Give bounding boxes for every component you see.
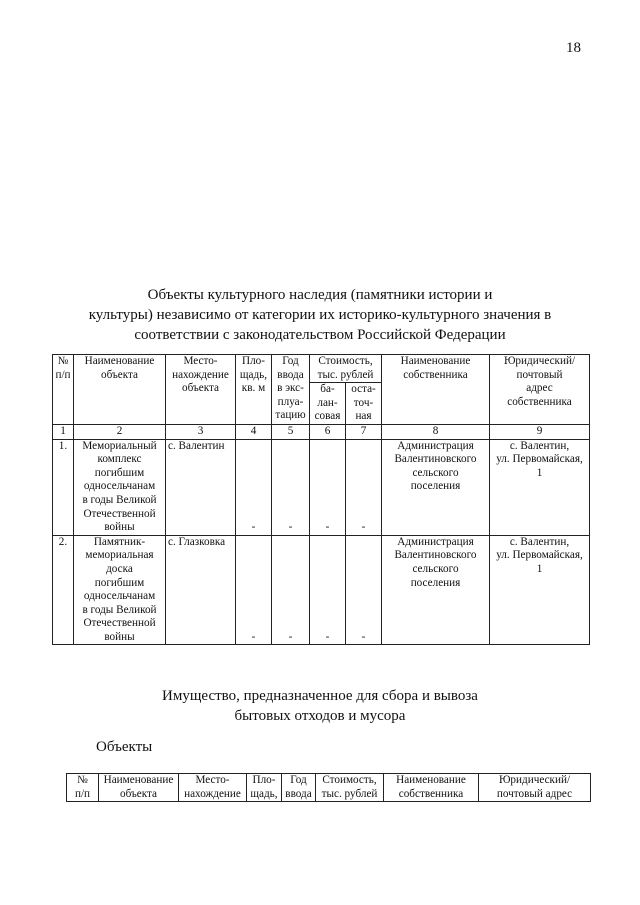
cell-text-line: Наименование	[103, 774, 174, 786]
header-residual-cost	[346, 383, 382, 425]
cell-text-line: почтовый адрес	[496, 787, 573, 800]
cell-text-line: ба-	[320, 383, 335, 396]
row-area: -	[236, 535, 272, 645]
header-num	[67, 774, 99, 802]
row-area: -	[236, 439, 272, 535]
cell-text-line: с. Валентин,	[509, 535, 570, 548]
cell-text-line: комплекс	[97, 453, 142, 466]
cell-text-line: Стоимость,	[322, 774, 377, 786]
cell-text-line: плуа-	[277, 395, 304, 408]
cell-text-line: Пло-	[252, 774, 276, 786]
cell-text-line: объекта	[100, 368, 139, 381]
header-address	[490, 355, 590, 425]
page-number: 18	[566, 40, 581, 56]
cell-text-line: Юридический/	[498, 774, 571, 786]
header-row	[53, 355, 590, 383]
cell-text-line: в годы Великой	[82, 603, 157, 616]
heritage-objects-table	[52, 354, 590, 645]
cell-text-line: Валентиновского	[394, 549, 477, 562]
cell-text-line: оста-	[351, 383, 376, 396]
header-location	[166, 355, 236, 425]
row-year: -	[272, 439, 310, 535]
table-row	[53, 535, 590, 645]
cell-text-line: п/п	[55, 368, 71, 381]
cell-text-line: ул. Первомайская,	[496, 453, 583, 466]
table-row	[53, 439, 590, 535]
cell-text-line: Год	[282, 355, 299, 367]
cell-text-line: погибшим	[94, 466, 145, 479]
section2-title-line: Имущество, предназначенное для сбора и вывоза	[162, 688, 478, 704]
row-owner	[382, 439, 490, 535]
cell-text-line: ввода	[285, 787, 312, 800]
cell-text-line: ул. Первомайская,	[496, 549, 583, 562]
cell-text-line: нахождение	[172, 368, 229, 381]
row-address	[490, 439, 590, 535]
cell-text-line: совая	[314, 410, 341, 423]
column-number: 7	[346, 424, 382, 439]
cell-text-line: собственника	[398, 787, 464, 800]
row-name	[74, 535, 166, 645]
cell-text-line: объекта	[181, 382, 220, 395]
row-base-cost: -	[310, 439, 346, 535]
cell-text-line: в годы Великой	[82, 493, 157, 506]
cell-text-line: односельчанам	[83, 480, 156, 493]
column-number: 4	[236, 424, 272, 439]
section2-title	[60, 686, 580, 726]
section1-title-line: соответствии с законодательством Российской Федерации	[134, 327, 506, 343]
cell-text-line: Валентиновского	[394, 453, 477, 466]
cell-text-line: тацию	[275, 409, 306, 422]
cell-text-line: войны	[104, 630, 135, 643]
cell-text-line: Место-	[183, 355, 218, 367]
row-name	[74, 439, 166, 535]
cell-text-line: щадь,	[239, 368, 268, 381]
column-number: 5	[272, 424, 310, 439]
column-number-row	[53, 424, 590, 439]
cell-text-line: тыс. рублей	[317, 368, 374, 381]
header-name	[99, 774, 179, 802]
cell-text-line: с. Валентин,	[509, 439, 570, 452]
section1-title-line: культуры) независимо от категории их историко-культурного значения в	[88, 307, 552, 323]
row-location: с. Глазковка	[166, 535, 236, 645]
cell-text-line: сельского	[412, 562, 459, 575]
row-residual-cost: -	[346, 535, 382, 645]
row-num: 2.	[53, 535, 74, 645]
cell-text-line: Место-	[195, 774, 230, 786]
header-area	[247, 774, 282, 802]
header-row	[67, 774, 591, 802]
waste-property-table	[66, 773, 591, 802]
section2-title-line: бытовых отходов и мусора	[234, 708, 406, 724]
row-location: с. Валентин	[166, 439, 236, 535]
section1-title	[60, 285, 580, 345]
header-location	[179, 774, 247, 802]
column-number: 1	[53, 424, 74, 439]
cell-text-line: в экс-	[277, 382, 304, 395]
cell-text-line: Администрация	[397, 535, 474, 548]
column-number: 9	[490, 424, 590, 439]
cell-text-line: сельского	[412, 466, 459, 479]
header-base-cost	[310, 383, 346, 425]
cell-text-line: нахождение	[184, 787, 241, 800]
cell-text-line: односельчанам	[83, 590, 156, 603]
cell-text-line: Пло-	[242, 355, 265, 367]
header-year	[282, 774, 316, 802]
cell-text-line: почтовый	[516, 368, 563, 381]
cell-text-line: адрес	[526, 382, 553, 395]
cell-text-line: точ-	[353, 396, 374, 409]
row-num: 1.	[53, 439, 74, 535]
cell-text-line: собственника	[403, 368, 468, 381]
row-year: -	[272, 535, 310, 645]
cell-text-line: Отечественной	[83, 617, 156, 630]
cell-text-line: собственника	[507, 395, 572, 408]
cell-text-line: №	[57, 355, 69, 367]
section1-title-line: Объекты культурного наследия (памятники истории и	[147, 287, 493, 303]
column-number: 6	[310, 424, 346, 439]
header-address	[479, 774, 591, 802]
header-cost	[310, 355, 382, 383]
row-residual-cost: -	[346, 439, 382, 535]
header-owner	[382, 355, 490, 425]
cell-text-line: 1	[536, 466, 543, 479]
cell-text-line: лан-	[317, 396, 338, 409]
cell-text-line: ная	[355, 410, 372, 423]
row-base-cost: -	[310, 535, 346, 645]
header-num	[53, 355, 74, 425]
cell-text-line: ввода	[277, 368, 304, 381]
cell-text-line: поселения	[410, 576, 461, 589]
cell-text-line: Мемориальный	[82, 439, 157, 452]
header-owner	[384, 774, 479, 802]
cell-text-line: Отечественной	[83, 507, 156, 520]
cell-text-line: 1	[536, 562, 543, 575]
cell-text-line: кв. м	[241, 382, 266, 395]
row-address	[490, 535, 590, 645]
cell-text-line: погибшим	[94, 576, 145, 589]
cell-text-line: войны	[104, 521, 135, 534]
cell-text-line: Наименование	[396, 774, 466, 786]
header-cost	[316, 774, 384, 802]
row-owner	[382, 535, 490, 645]
section2-subtitle: Объекты	[96, 739, 153, 755]
cell-text-line: щадь,	[250, 787, 278, 800]
cell-text-line: мемориальная	[85, 549, 154, 562]
cell-text-line: Памятник-	[93, 535, 146, 548]
header-area	[236, 355, 272, 425]
cell-text-line: поселения	[410, 480, 461, 493]
column-number: 8	[382, 424, 490, 439]
cell-text-line: Год	[290, 774, 307, 786]
cell-text-line: Наименование	[84, 355, 155, 367]
header-year	[272, 355, 310, 425]
header-name	[74, 355, 166, 425]
cell-text-line: Юридический/	[503, 355, 576, 367]
cell-text-line: объекта	[119, 787, 158, 800]
cell-text-line: Наименование	[400, 355, 471, 367]
cell-text-line: доска	[106, 562, 133, 575]
cell-text-line: №	[77, 774, 88, 786]
cell-text-line: тыс. рублей	[321, 787, 378, 800]
column-number: 3	[166, 424, 236, 439]
cell-text-line: Администрация	[397, 439, 474, 452]
cell-text-line: п/п	[74, 787, 91, 800]
column-number: 2	[74, 424, 166, 439]
cell-text-line: Стоимость,	[318, 355, 373, 367]
